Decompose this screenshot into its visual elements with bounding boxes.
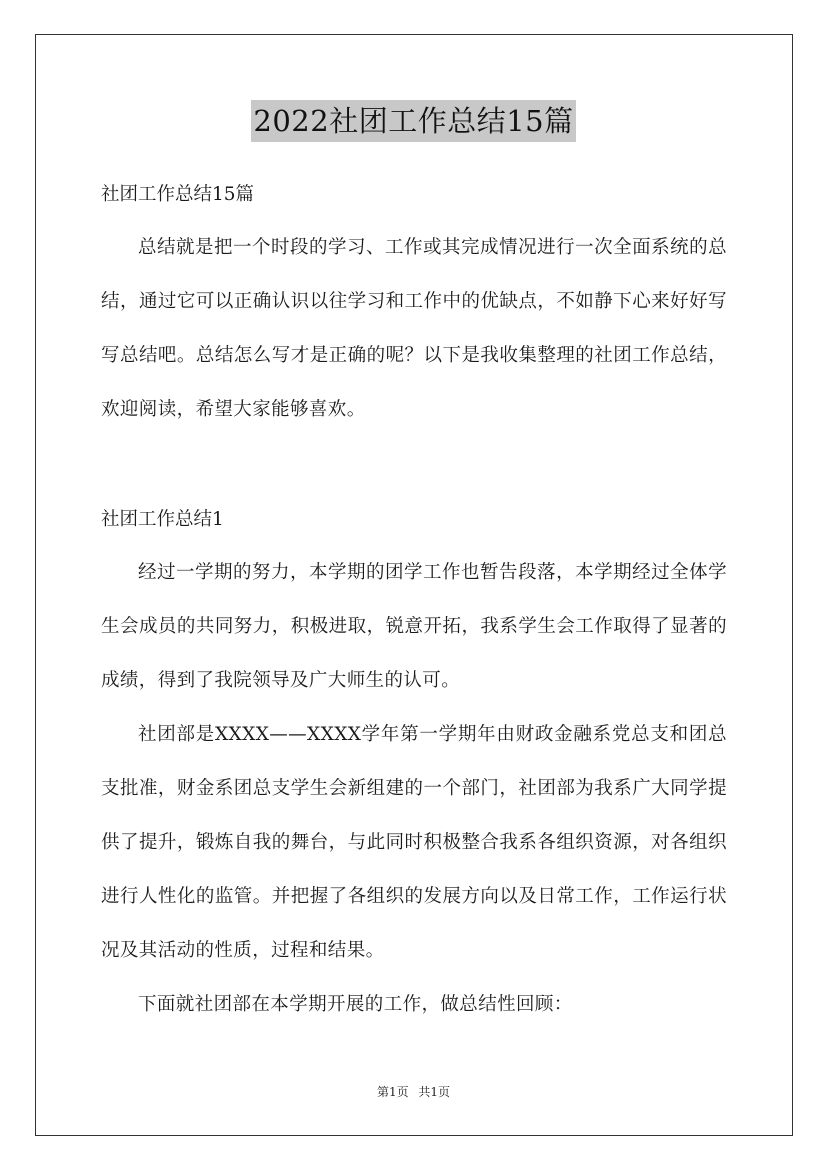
page-number: 第1页	[376, 1085, 409, 1099]
document-title: 2022社团工作总结15篇	[251, 100, 575, 142]
section1-heading: 社团工作总结1	[101, 509, 224, 530]
section1-paragraph-1: 经过一学期的努力，本学期的团学工作也暂告段落，本学期经过全体学生会成员的共同努力，积极进取，锐意开拓，我系学生会工作取得了显著的成绩，得到了我院领导及广大师生的认可。	[101, 562, 727, 691]
document-subtitle: 社团工作总结15篇	[101, 184, 255, 205]
section1-paragraph-2: 社团部是XXXX——XXXX学年第一学期年由财政金融系党总支和团总支批准，财金系团总支学生会新组建的一个部门，社团部为我系广大同学提供了提升，锻炼自我的舞台，与此同时积极整合我系各组织资源，对各组织进行人性化的监管。并把握了各组织的发展方向以及日常工作，工作运行状况及其活动的性质，过程和结果。	[101, 724, 727, 961]
page-footer	[0, 1083, 827, 1100]
section1-paragraph-3: 下面就社团部在本学期开展的工作，做总结性回顾：	[138, 994, 573, 1015]
title-container	[0, 100, 827, 142]
intro-paragraph: 总结就是把一个时段的学习、工作或其完成情况进行一次全面系统的总结，通过它可以正确认识以往学习和工作中的优缺点，不如静下心来好好写写总结吧。总结怎么写才是正确的呢？以下是我收集整理的社团工作总结，欢迎阅读，希望大家能够喜欢。	[101, 237, 727, 420]
page-total: 共1页	[418, 1085, 451, 1099]
